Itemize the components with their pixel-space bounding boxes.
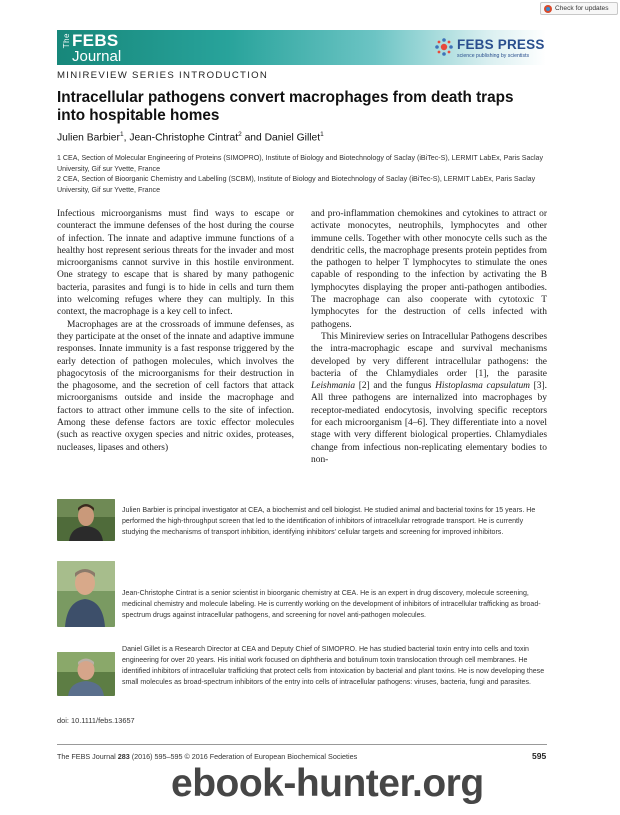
article-title: Intracellular pathogens convert macrophages from death traps into hospitable homes (57, 89, 514, 124)
italic-species-name: Histoplasma capsulatum (435, 381, 530, 392)
body-column-left (57, 208, 294, 454)
author-separator: , (123, 132, 130, 144)
affiliation-2: 2 CEA, Section of Bioorganic Chemistry and Labelling (SCBM), Institute of Biology and Biotechnology of Saclay (iBiTec-S), LERMIT LabEx, Paris Saclay University, Gif sur Yvette, France (57, 175, 536, 194)
author-photo-gillet (57, 652, 115, 696)
author-affiliation-mark: 2 (238, 131, 242, 138)
bio-text: is a senior scientist in bioorganic chemistry at CEA. He is an expert in drug discovery, molecule screening, medicinal chemistry and molecule labeling. He is currently working on the development of inhibitors of intracellular trafficking as broad-spectrum drugs against intracellular pathogens, and screening for novel anti-pathogen molecules. (122, 590, 541, 619)
check-for-updates-label: Check for updates (555, 5, 609, 12)
body-text-segment: [2] and the fungus (355, 381, 436, 392)
body-text-segment: This Minireview series on Intracellular Pathogens describes the intra-macrophagic escape and survival mechanisms developed by very different intracellular pathogens: the bacteria of the Chlamydiales order [1], the parasite (311, 331, 547, 379)
footer-divider (57, 744, 547, 745)
journal-logo-febs: FEBS (72, 31, 119, 50)
author-bio-cintrat (122, 589, 549, 622)
body-paragraph (311, 331, 547, 466)
page-number: 595 (532, 751, 547, 761)
author-name: Daniel Gillet (264, 132, 321, 144)
bio-author-name: Julien Barbier (122, 507, 166, 514)
author-affiliation-mark: 1 (119, 131, 124, 138)
doi-link[interactable]: doi: 10.1111/febs.13657 (57, 716, 135, 725)
italic-species-name: Leishmania (311, 381, 356, 392)
bio-author-name: Daniel Gillet (122, 646, 160, 653)
footer-volume: 283 (117, 752, 130, 761)
author-bio-barbier (122, 506, 549, 539)
author-name: Jean-Christophe Cintrat (129, 132, 239, 144)
crossmark-icon (544, 5, 552, 13)
author-bio-gillet (122, 645, 549, 689)
author-separator: and (241, 132, 265, 144)
footer-citation (57, 752, 357, 761)
body-paragraph: Infectious microorganisms must find ways to escape or counteract the immune defenses of the host during the course of infection. The innate and adaptive immune functions of a healthy host represent serious threats for the invader and most microorganisms cannot survive in this hostile environment. One strategy to escape that is shared by many pathogenic bacteria, parasites and fungi is to hide in cells and turn them into welcoming refuges where they can multiply. In this context, the macrophage is a key cell to infect. (57, 209, 294, 318)
bio-text: is principal investigator at CEA, a biochemist and cell biologist. He studied animal and bacterial toxins for 15 years. He performed the high-throughput screen that led to the identification of inhibitors of intracellular retrograde transport. He is currently studying the mechanisms of transport inhibition, identifying inhibitors' cellular targets and screening for improved inhibitors. (122, 507, 536, 536)
author-photo-barbier (57, 499, 115, 541)
bio-author-name: Jean-Christophe Cintrat (122, 590, 197, 597)
febs-press-logo-icon (434, 37, 454, 57)
author-affiliation-mark: 1 (320, 131, 324, 138)
author-name: Julien Barbier (57, 132, 120, 144)
footer-journal: The FEBS Journal (57, 752, 118, 761)
body-column-right (311, 208, 547, 466)
footer-copyright: (2016) 595–595 © 2016 Federation of European Biochemical Societies (129, 752, 358, 761)
author-list (57, 131, 324, 143)
check-for-updates-button[interactable] (540, 2, 618, 15)
series-label: MINIREVIEW SERIES INTRODUCTION (57, 70, 269, 81)
publisher-tagline: science publishing by scientists (457, 53, 530, 59)
journal-logo-the: The (62, 33, 71, 49)
body-paragraph: and pro-inflammation chemokines and cytokines to attract or activate monocytes, neutrophils, lymphocytes and other immune cells. Together with other monocyte cells such as the dendritic cells, the macrophage presents protein peptides from the pathogen to helper T lymphocytes to stimulate the ones capable of responding to the infection by activating the B lymphocytes displaying the proper anti-pathogen antibodies. The macrophage can also cooperate with cytotoxic T lymphocytes for the destruction of cells infected with pathogens. (311, 209, 547, 330)
watermark-text: ebook-hunter.org (171, 762, 484, 805)
journal-logo-name: Journal (72, 48, 122, 65)
publisher-name: FEBS PRESS (457, 37, 545, 52)
bio-text: is a Research Director at CEA and Deputy Chief of SIMOPRO. He has studied bacterial toxin entry into cells and toxin engineering for over 20 years. His initial work focused on diphtheria and botulinum toxin translocation through cell membranes. He identified inhibitors of intracellular trafficking that protect cells from intoxication by bacterial and plant toxins. He is now developing these small molecules as broad-spectrum inhibitors of the entry into cells of intracellular pathogens: viruses, bacteria, fungi and parasites. (122, 646, 545, 686)
affiliation-1: 1 CEA, Section of Molecular Engineering of Proteins (SIMOPRO), Institute of Biology and Biotechnology of Saclay (iBiTec-S), LERMIT LabEx, Paris Saclay University, Gif sur Yvette, France (57, 154, 544, 173)
body-text-segment: [3]. All three pathogens are internalized into macrophages by receptor-mediated endocytosis, involving specific receptors for each microorganism [4–6]. They differentiate into a novel stage with very different biological properties. Chlamydiales change from infectious non-replicating elementary bodies to non- (311, 381, 547, 465)
body-paragraph: Macrophages are at the crossroads of immune defenses, as they participate at the onset of the innate and adaptive immune responses. Innate immunity is a fast response triggered by the early detection of pathogen molecules, which involves the phagocytosis of the microorganisms for their destruction in the phagosome, and the secretion of cell factors that attack microorganisms outside and inside the macrophage and factors to attract other immune cells to the site of infection. Among these defense factors are toxic effector molecules (such as reactive oxygen species and nitric oxides, proteases, nucleases, lipases and others) (57, 319, 294, 453)
author-photo-cintrat (57, 561, 115, 627)
